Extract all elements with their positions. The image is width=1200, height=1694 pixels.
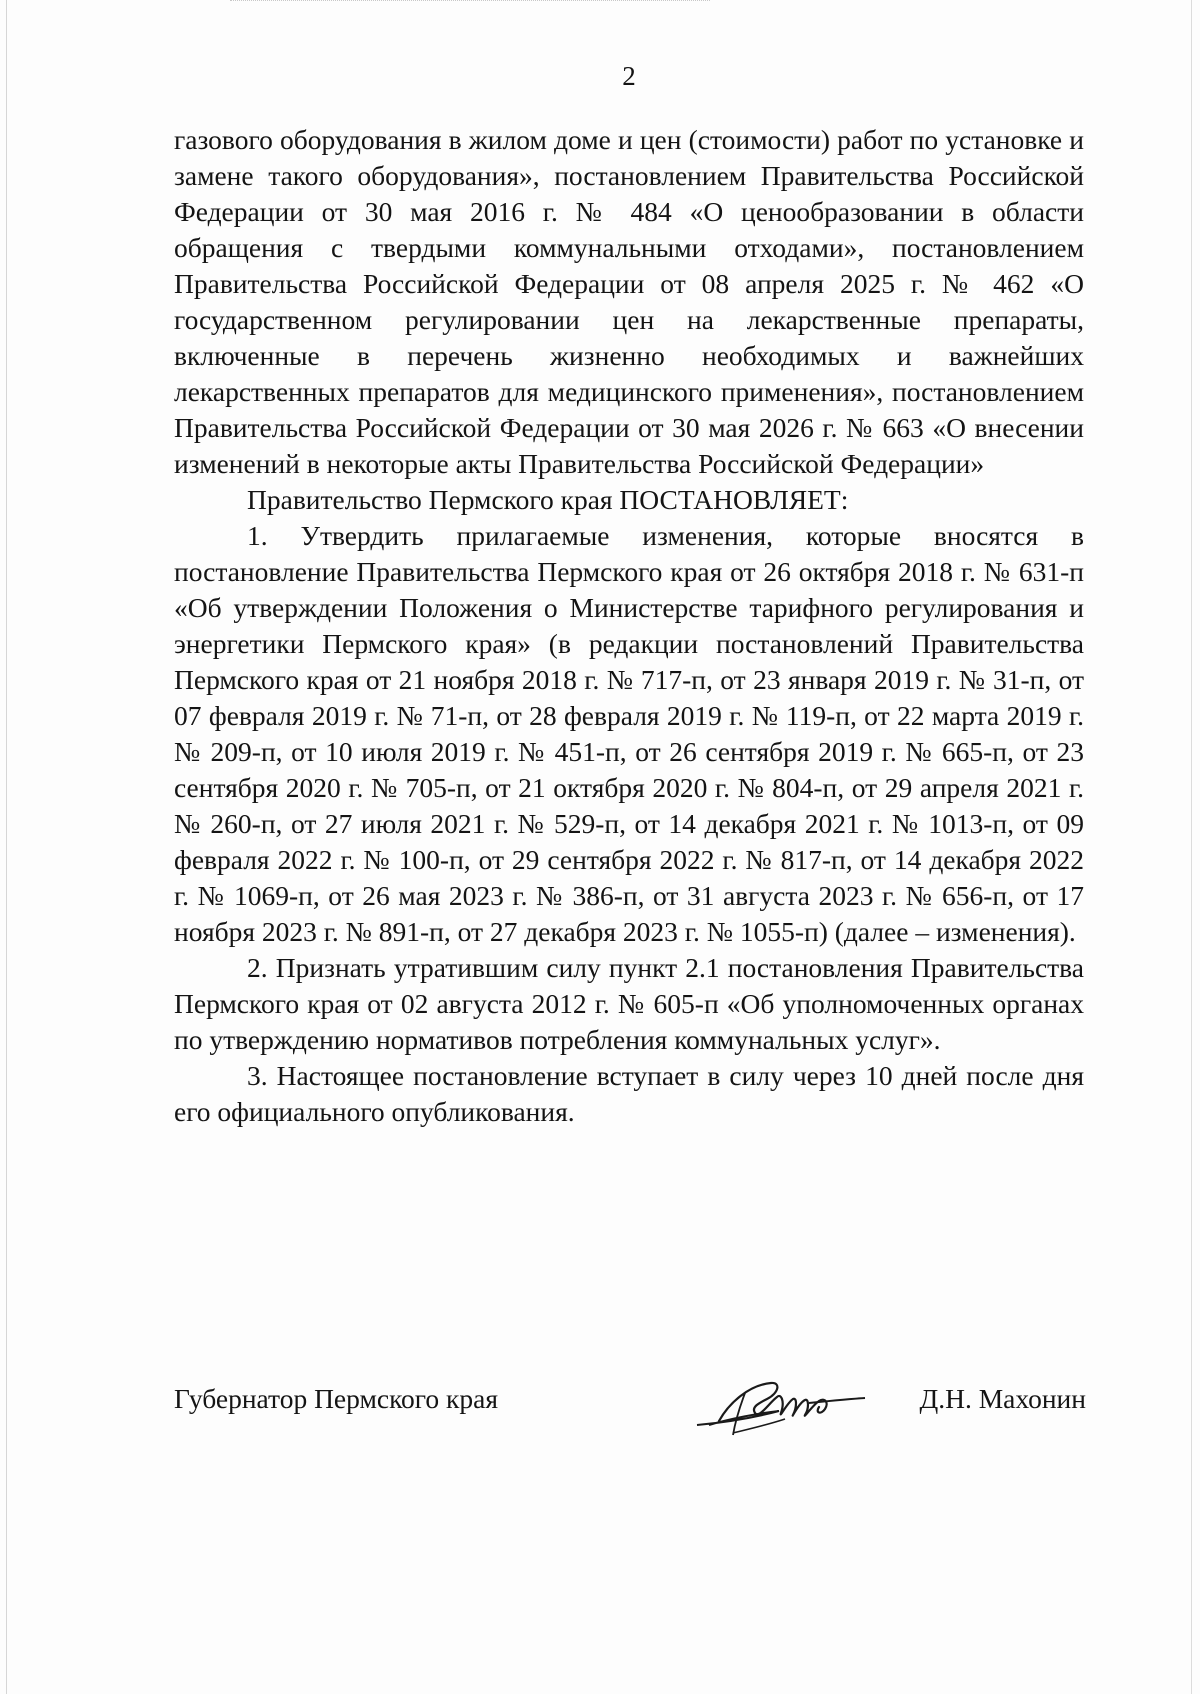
document-body xyxy=(174,122,1084,1130)
page-number: 2 xyxy=(622,61,636,91)
signature-block xyxy=(174,1373,1086,1443)
signatory-position: Губернатор Пермского края xyxy=(174,1383,498,1414)
paragraph-item-2: 2. Признать утратившим силу пункт 2.1 постановления Правительства Пермского края от 02 августа 2012 г. № 605-п «Об уполномоченных органах по утверждению нормативов потребления коммунальных услуг». xyxy=(174,952,1084,1055)
paragraph-item-1: 1. Утвердить прилагаемые изменения, которые вносятся в постановление Правительства Пермского края от 26 октября 2018 г. № 631-п «Об утверждении Положения о Министерстве тарифного регулирования и энергетики Пермского края» (в редакции постановлений Правительства Пермского края от 21 ноября 2018 г. № 717-п, от 23 января 2019 г. № 31-п, от 07 февраля 2019 г. № 71-п, от 28 февраля 2019 г. № 119-п, от 22 марта 2019 г. № 209-п, от 10 июля 2019 г. № 451-п, от 26 сентября 2019 г. № 665-п, от 23 сентября 2020 г. № 705-п, от 21 октября 2020 г. № 804-п, от 29 апреля 2021 г. № 260-п, от 27 июля 2021 г. № 529-п, от 14 декабря 2021 г. № 1013-п, от 09 февраля 2022 г. № 100-п, от 29 сентября 2022 г. № 817-п, от 14 декабря 2022 г. № 1069-п, от 26 мая 2023 г. № 386-п, от 31 августа 2023 г. № 656-п, от 17 ноября 2023 г. № 891-п, от 27 декабря 2023 г. № 1055-п) (далее – изменения). xyxy=(174,520,1084,947)
scan-edge-left xyxy=(6,0,7,1694)
scan-edge-top xyxy=(230,0,710,3)
paragraph-preamble-continuation: газового оборудования в жилом доме и цен (стоимости) работ по установке и замене такого оборудования», постановлением Правительства Российской Федерации от 30 мая 2016 г. № 484 «О ценообразовании в области обращения с твердыми коммунальными отходами», постановлением Правительства Российской Федерации от 08 апреля 2025 г. № 462 «О государственном регулировании цен на лекарственные препараты, включенные в перечень жизненно необходимых и важнейших лекарственных препаратов для медицинского применения», постановлением Правительства Российской Федерации от 30 мая 2026 г. № 663 «О внесении изменений в некоторые акты Правительства Российской Федерации» xyxy=(174,124,1084,479)
paragraph-resolves: Правительство Пермского края ПОСТАНОВЛЯЕТ: xyxy=(247,484,849,515)
paragraph-item-3: 3. Настоящее постановление вступает в силу через 10 дней после дня его официального опубликования. xyxy=(174,1060,1084,1127)
signatory-name: Д.Н. Махонин xyxy=(919,1383,1086,1414)
scan-edge-right xyxy=(1191,0,1192,1694)
handwritten-signature xyxy=(689,1373,869,1443)
